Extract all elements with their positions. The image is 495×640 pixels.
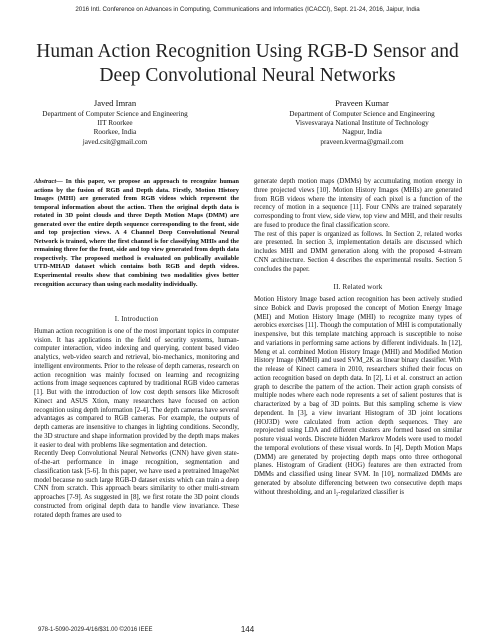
intro-paragraph-4: The rest of this paper is organized as follows. In Section 2, related works are presented. In section 3, implementation details are discussed which includes MHI and DMM generation along with the proposed 4-stream CNN architecture. Section 4 describes the experimental results. Section 5 concludes the paper.: [254, 230, 462, 273]
author-institution: IIT Roorkee: [97, 119, 133, 128]
intro-paragraph-2: Recently Deep Convolutional Neural Networks (CNN) have given state-of-the-art performance in image recognition, segmentation and classification task [5-6]. In this paper, we have used a pretrained ImageNet model because no such large RGB-D dataset exists which can train a deep CNN from scratch. This approach bears similarity to other multi-stream approaches [7-9]. As suggested in [8], we first rotate the 3D point clouds constructed from original depth data to handle view invariance. These rotated depth frames are used to: [34, 450, 239, 519]
author-location: Roorkee, India: [93, 128, 137, 137]
abstract-lead: Abstract: [34, 178, 57, 185]
intro-paragraph-1: Human action recognition is one of the most important topics in computer vision. It has applications in the field of security systems, human-computer interaction, video indexing and querying, content based video analytics, web-video search and retrieval, bio-mechanics, monitoring and intelligent environments. Prior to the release of depth cameras, research on action recognition was mainly focused on learning and recognizing actions from image sequences captured by traditional RGB video cameras [1]. But with the introduction of low cost depth sensors like Microsoft Kinect and ASUS Xtion, many researchers have focused on action recognition using depth information [2-4]. The depth cameras have several advantages as compared to RGB cameras. For example, the outputs of depth cameras are insensitive to changes in lighting conditions. Secondly, the 3D structure and shape information provided by the depth maps makes it easier to deal with problems like segmentation and detection.: [34, 327, 239, 449]
abstract-text: — In this paper, we propose an approach to recognize human actions by the fusion of RGB and Depth data. Firstly, Motion History Images (MHI) are generated from RGB videos which represent the temporal information about the action. Then the original depth data is rotated in 3D point clouds and three Depth Motion Maps (DMM) are generated over the entire depth sequence corresponding to the front, side and top projection views. A 4 Channel Deep Convolutional Neural Network is trained, where the first channel is for classifying MHIs and the remaining three for the front, side and top view generated from depth data respectively. The proposed method is evaluated on publically available UTD-MHAD dataset which contains both RGB and depth videos. Experimental results show that combining two modalities gives better recognition accuracy than using each modality individually.: [34, 178, 239, 288]
author-2: [252, 98, 472, 147]
section-heading-introduction: I. Introduction: [114, 315, 159, 324]
footer-isbn: 978-1-5090-2029-4/16/$31.00 ©2016 IEEE: [38, 627, 153, 633]
author-1: [20, 98, 210, 147]
title-line-1: Human Action Recognition Using RGB-D Sensor and: [36, 41, 459, 62]
abstract: [34, 178, 239, 289]
title-line-2: Deep Convolutional Neural Networks: [99, 65, 396, 86]
intro-paragraph-3: generate depth motion maps (DMMs) by accumulating motion energy in three projected views [10]. Motion History Images (MHIs) are generated from RGB videos where the intensity of each pixel is a function of the recency of motion in a sequence [11]. Four CNNs are trained separately corresponding to front view, side view, top view and MHI, and their results are fused to produce the final classification score.: [254, 178, 462, 229]
author-dept: Department of Computer Science and Engineering: [42, 110, 188, 118]
author-dept: Department of Computer Science and Engineering: [289, 110, 435, 118]
author-name: Javed Imran: [93, 98, 137, 108]
page-number: 144: [240, 625, 255, 634]
left-column: [34, 178, 239, 520]
right-column: [254, 178, 462, 497]
related-work-paragraph: Motion History Image based action recognition has been actively studied since Bobick and Davis proposed the concept of Motion Energy Image (MEI) and Motion History Image (MHI) to recognize many types of aerobics exercises [11]. Though the computation of MHI is computationally inexpensive, but this template matching approach is susceptible to noise and variations in performing same actions by different individuals. In [12], Meng et al. combined Motion History Image (MHI) and Modified Motion History Image (MMHI) and used SVM_2K as linear binary classifier. With the release of Kinect camera in 2010, researchers shifted their focus on action recognition based on depth data. In [2], Li et al. construct an action graph to describe the pattern of the action. Their action graph consists of multiple nodes where each node represents a set of salient postures that is characterized by a bag of 3D points. But this sampling scheme is view dependent. In [3], a view invariant Histogram of 3D joint locations (HOJ3D) were calculated from action depth sequences. They are reprojected using LDA and different clusters are formed based on similar posture visual words. Discrete hidden Markrov Models were used to model the temporal evolutions of these visual words. In [4], Depth Motion Maps (DMM) are generated by projecting depth maps onto three orthogonal planes. Histogram of Gradient (HOG) features are then extracted from DMMs and classified using linear SVM. In [10], normalized DMMs are generated by absolute differencing between two consecutive depth maps without thresholding, and an l₂-regularized classifier is: [254, 296, 462, 496]
section-heading-related-work: II. Related work: [333, 283, 383, 292]
author-block: [20, 98, 475, 173]
author-institution: Visvesvaraya National Institute of Technology: [295, 119, 429, 128]
author-location: Nagpur, India: [342, 128, 382, 137]
author-name: Praveen Kumar: [335, 98, 389, 108]
author-email: praveen.kverma@gmail.com: [320, 137, 404, 146]
paper-title: [20, 40, 475, 88]
author-email: javed.csit@gmail.com: [82, 137, 148, 146]
conference-header: 2016 Intl. Conference on Advances in Computing, Communications and Informatics (ICACCI), Sept. 21-24, 2016, Jaipur, India: [75, 6, 420, 13]
